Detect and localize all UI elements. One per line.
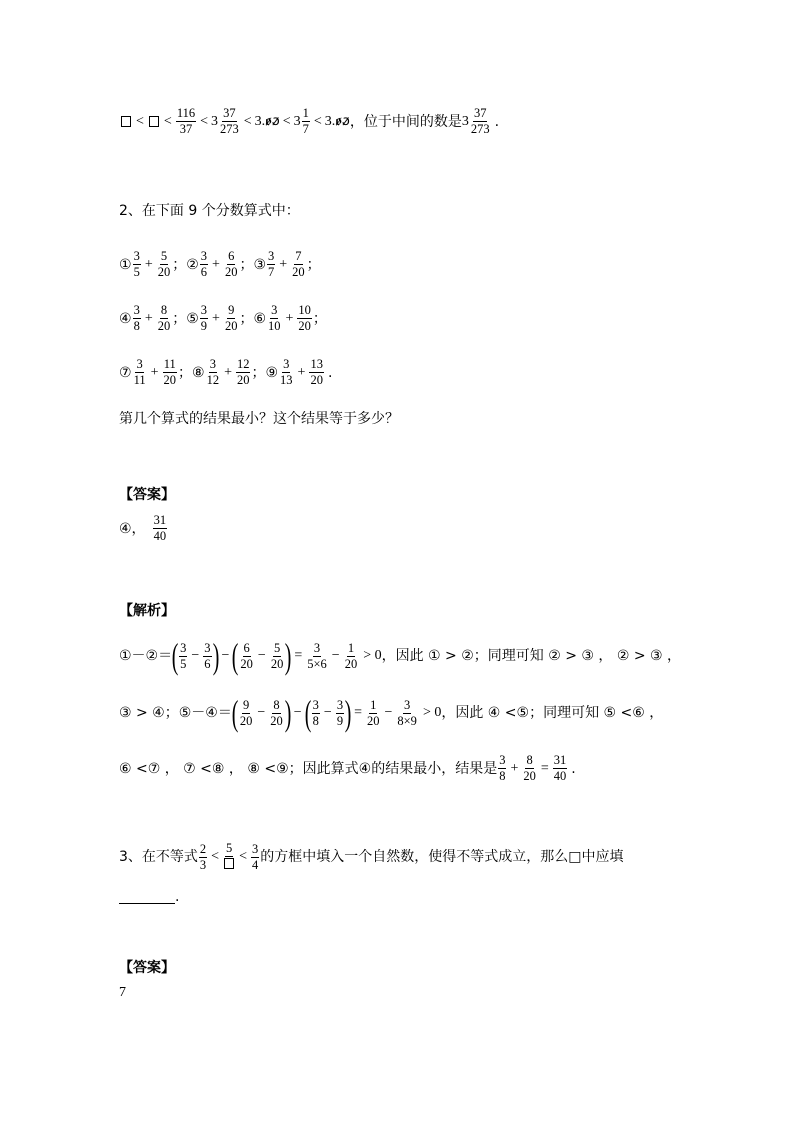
q2-title: 2、在下面 9 个分数算式中： — [119, 203, 300, 219]
expr-2: ② $\frac{3}{6}$ + $\frac{6}{20}$ ； — [186, 249, 254, 280]
fraction: $\frac{37}{273}$ — [470, 106, 490, 137]
answer-blank — [119, 891, 175, 904]
expr-7: ⑦ $\frac{3}{11}$ + $\frac{11}{20}$ ； — [119, 357, 193, 388]
expr-3: ③ $\frac{3}{7}$ + $\frac{7}{20}$ ； — [253, 249, 321, 280]
analysis-line-1: ①－②＝ ( $\frac{3}{5}$ − $\frac{3}{6}$ ) − ( $\frac{6}{20}$ − $\frac{5}{20}$ ) = $\frac{3}{5\times 6}$ − $\frac{1}{20}$ > 0 ，因此 ① > ②；同理可知 ② > ③ ， ② > ③ ， — [119, 636, 682, 676]
fraction: $\frac{1}{7}$ — [302, 106, 309, 137]
answer-heading: 【答案】 — [119, 487, 175, 503]
blank-box — [121, 116, 131, 127]
q2-answer: ④， $\frac{31}{40}$ — [119, 513, 167, 544]
expr-6: ⑥ $\frac{3}{10}$ + $\frac{10}{20}$ ； — [253, 303, 327, 334]
q3-answer-heading: 【答案】 — [119, 960, 175, 976]
expr-8: ⑧ $\frac{3}{12}$ + $\frac{12}{20}$ ； — [192, 357, 266, 388]
garbled-glyph: ꬾꬿ — [335, 113, 350, 129]
q2-question: 第几个算式的结果最小？这个结果等于多少？ — [119, 411, 399, 427]
blank-box — [149, 116, 159, 127]
q3-blank-line: . — [119, 890, 694, 904]
fraction: $\frac{116}{37}$ — [176, 106, 196, 137]
answer-fraction: $\frac{31}{40}$ — [153, 513, 167, 544]
q2-row-2 — [119, 304, 694, 333]
expr-5: ⑤ $\frac{3}{9}$ + $\frac{9}{20}$ ； — [186, 303, 254, 334]
expr-1: ① $\frac{3}{5}$ + $\frac{5}{20}$ ； — [119, 249, 187, 280]
expr-4: ④ $\frac{3}{8}$ + $\frac{8}{20}$ ； — [119, 303, 187, 334]
q3-answer: 7 — [119, 985, 126, 1000]
q1-result-line: < < $\frac{116}{37}$ < 3 $\frac{37}{273}$ < 3. ꬾꬿ < 3 $\frac{1}{7}$ < 3. ꬾꬿ ，位于中间的数是 3 $\frac{37}{273}$ . — [119, 107, 694, 136]
fraction: $\frac{37}{273}$ — [220, 106, 239, 137]
analysis-heading: 【解析】 — [119, 603, 175, 619]
q2-row-1 — [119, 250, 694, 279]
box-fraction: 5 — [223, 842, 235, 872]
analysis-line-3: ⑥ <⑦ ， ⑦ <⑧ ， ⑧ <⑨；因此算式④的结果最小，结果是 $\frac{3}{8}$ + $\frac{8}{20}$ = $\frac{31}{40}$ . — [119, 753, 576, 784]
q2-row-3 — [119, 358, 694, 387]
analysis-line-2: ③ > ④；⑤－④＝ ( $\frac{9}{20}$ − $\frac{8}{20}$ ) − ( $\frac{3}{8}$ − $\frac{3}{9}$ ) = $\frac{1}{20}$ − $\frac{3}{8\times 9}$ > 0 ，因此 ④ <⑤；同理可知 ⑤ <⑥ ， — [119, 693, 664, 733]
blank-box — [224, 858, 234, 869]
garbled-glyph: ꬾꬿ — [265, 113, 280, 129]
q3-question: 3、在不等式 $\frac{2}{3}$ < 5 < $\frac{3}{4}$ 的方框中填入一个自然数，使得不等式成立，那么□中应填 — [119, 841, 624, 872]
expr-9: ⑨ $\frac{3}{13}$ + $\frac{13}{20}$ . — [265, 357, 333, 388]
